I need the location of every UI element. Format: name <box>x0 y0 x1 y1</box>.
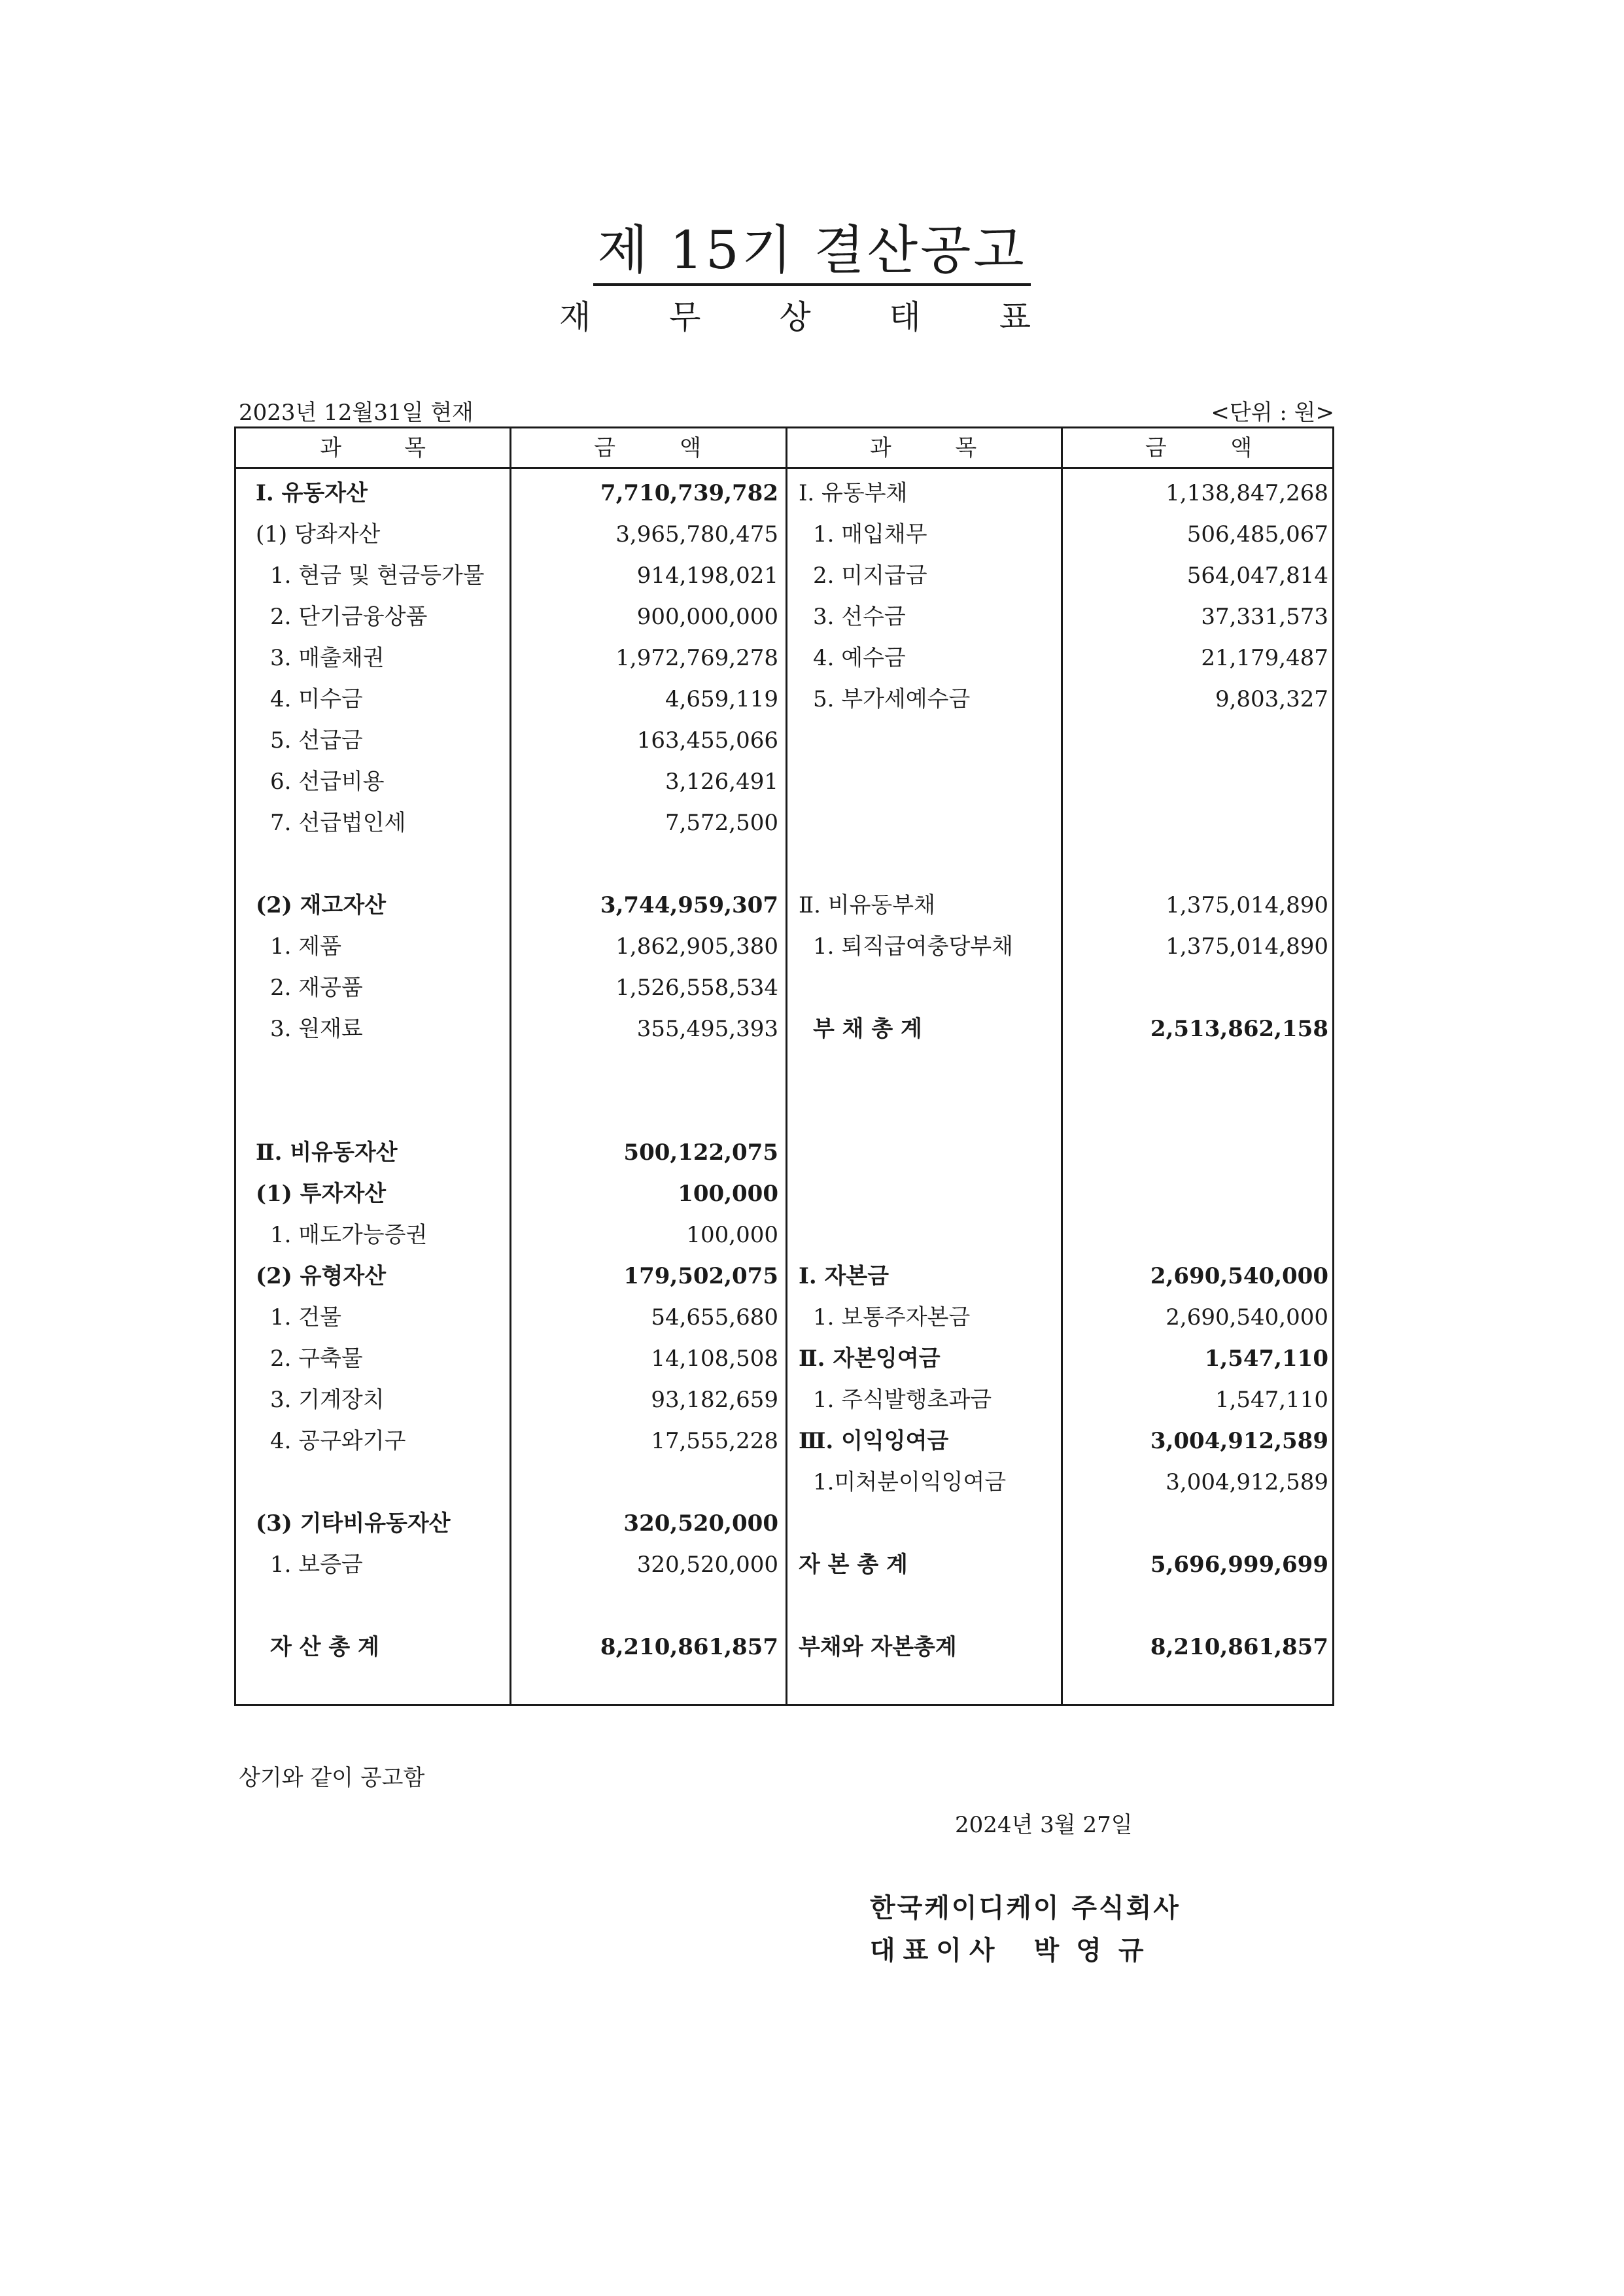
account-label: 4. 미수금 <box>270 686 363 712</box>
account-label: 3. 원재료 <box>270 1016 363 1042</box>
account-label: 7. 선급법인세 <box>270 810 406 836</box>
account-amount: 100,000 <box>678 1181 778 1207</box>
right-table-row <box>236 885 1336 926</box>
account-label: Ⅱ. 자본잉여금 <box>799 1346 941 1372</box>
account-label: 1. 건물 <box>270 1304 341 1331</box>
account-amount: 1,526,558,534 <box>615 975 778 1001</box>
account-label: 5. 부가세예수금 <box>813 686 971 712</box>
left-table-row <box>236 720 1336 761</box>
header-label: 금 <box>594 435 615 461</box>
account-amount: 8,210,861,857 <box>1150 1634 1328 1660</box>
account-amount: 500,122,075 <box>623 1139 778 1166</box>
left-table-row <box>236 1132 1336 1174</box>
account-label: 1. 퇴직급여충당부채 <box>813 933 1013 960</box>
account-amount: 9,803,327 <box>1215 686 1328 712</box>
account-amount: 3,744,959,307 <box>600 892 778 918</box>
document-subtitle: 재 무 상 태 표 <box>559 298 1065 336</box>
account-amount: 37,331,573 <box>1201 604 1328 630</box>
account-amount: 1,547,110 <box>1204 1346 1328 1372</box>
header-amount-left <box>510 431 786 465</box>
account-amount: 1,375,014,890 <box>1166 933 1328 960</box>
header-label: 과 <box>320 435 341 461</box>
account-label: Ⅰ. 유동자산 <box>256 480 368 506</box>
account-label: 1. 매도가능증권 <box>270 1222 428 1248</box>
account-amount: 8,210,861,857 <box>600 1634 778 1660</box>
account-amount: 1,375,014,890 <box>1166 892 1328 918</box>
header-label: 목 <box>404 435 426 461</box>
right-table-row <box>236 1627 1336 1668</box>
left-table-row <box>236 761 1336 803</box>
account-label: 1. 보통주자본금 <box>813 1304 971 1331</box>
representative-title: 대표이사 <box>870 1935 1003 1966</box>
account-label: Ⅲ. 이익잉여금 <box>799 1428 949 1454</box>
right-table-row <box>236 638 1336 679</box>
account-label: 4. 공구와기구 <box>270 1428 406 1454</box>
right-table-row <box>236 1462 1336 1503</box>
account-label: Ⅱ. 비유동부채 <box>799 892 935 918</box>
account-label: (2) 재고자산 <box>256 892 387 918</box>
account-label: Ⅱ. 비유동자산 <box>256 1139 398 1166</box>
account-label: 2. 단기금융상품 <box>270 604 428 630</box>
account-label: Ⅰ. 자본금 <box>799 1263 890 1289</box>
account-amount: 2,690,540,000 <box>1166 1304 1328 1331</box>
left-table-row <box>236 1174 1336 1215</box>
account-label: (3) 기타비유동자산 <box>256 1510 451 1537</box>
account-amount: 900,000,000 <box>636 604 778 630</box>
account-label: 3. 선수금 <box>813 604 906 630</box>
representative <box>870 1930 1160 1967</box>
account-label: 5. 선급금 <box>270 727 363 754</box>
account-label: (1) 투자자산 <box>256 1181 387 1207</box>
account-amount: 3,126,491 <box>665 769 778 795</box>
account-amount: 914,198,021 <box>636 563 778 589</box>
account-label: 6. 선급비용 <box>270 769 385 795</box>
account-amount: 1,138,847,268 <box>1166 480 1328 506</box>
account-label: 2. 미지급금 <box>813 563 927 589</box>
right-table-row <box>236 1009 1336 1050</box>
account-label: 1. 보증금 <box>270 1552 363 1578</box>
right-table-row <box>236 597 1336 638</box>
account-amount: 54,655,680 <box>651 1304 778 1331</box>
announcement-note: 상기와 같이 공고함 <box>239 1765 425 1791</box>
account-amount: 4,659,119 <box>665 686 778 712</box>
right-table-row <box>236 555 1336 597</box>
header-label: 목 <box>955 435 977 461</box>
account-amount: 5,696,999,699 <box>1150 1552 1328 1578</box>
account-amount: 506,485,067 <box>1186 521 1328 548</box>
account-label: 부 채 총 계 <box>813 1016 922 1042</box>
account-label: 부채와 자본총계 <box>799 1634 957 1660</box>
right-table-row <box>236 1421 1336 1462</box>
account-amount: 93,182,659 <box>651 1387 778 1413</box>
account-amount: 3,004,912,589 <box>1166 1469 1328 1495</box>
header-item-right <box>786 431 1061 465</box>
left-table-row <box>236 1215 1336 1256</box>
account-amount: 17,555,228 <box>651 1428 778 1454</box>
left-table-row <box>236 803 1336 844</box>
account-label: 3. 기계장치 <box>270 1387 385 1413</box>
account-amount: 320,520,000 <box>636 1552 778 1578</box>
account-amount: 3,965,780,475 <box>615 521 778 548</box>
right-table-row <box>236 1380 1336 1421</box>
company-name: 한국케이디케이 주식회사 <box>870 1892 1181 1923</box>
right-table-row <box>236 1544 1336 1586</box>
account-label: 1. 현금 및 현금등가물 <box>270 563 485 589</box>
account-amount: 1,547,110 <box>1215 1387 1328 1413</box>
account-label: 2. 구축물 <box>270 1346 363 1372</box>
account-amount: 163,455,066 <box>636 727 778 754</box>
account-label: 1. 매입채무 <box>813 521 927 548</box>
account-amount: 564,047,814 <box>1186 563 1328 589</box>
account-label: 4. 예수금 <box>813 645 906 671</box>
account-label: 자 산 총 계 <box>270 1634 379 1660</box>
right-table-row <box>236 1256 1336 1297</box>
account-label: 1. 제품 <box>270 933 341 960</box>
account-amount: 7,710,739,782 <box>600 480 778 506</box>
account-amount: 14,108,508 <box>651 1346 778 1372</box>
header-label: 과 <box>869 435 891 461</box>
header-label: 액 <box>680 435 701 461</box>
right-table-row <box>236 1297 1336 1338</box>
account-amount: 179,502,075 <box>623 1263 778 1289</box>
header-label: 금 <box>1145 435 1167 461</box>
account-label: Ⅰ. 유동부채 <box>799 480 908 506</box>
right-table-row <box>236 679 1336 720</box>
account-amount: 3,004,912,589 <box>1150 1428 1328 1454</box>
account-label: 1. 주식발행초과금 <box>813 1387 992 1413</box>
left-table-row <box>236 967 1336 1009</box>
account-amount: 1,862,905,380 <box>615 933 778 960</box>
unit-label: <단위 : 원> <box>1211 400 1334 426</box>
header-amount-right <box>1061 431 1336 465</box>
account-amount: 7,572,500 <box>665 810 778 836</box>
right-table-row <box>236 1338 1336 1380</box>
announcement-date: 2024년 3월 27일 <box>955 1812 1133 1838</box>
as-of-date: 2023년 12월31일 현재 <box>239 400 474 426</box>
account-amount: 1,972,769,278 <box>615 645 778 671</box>
account-label: 3. 매출채권 <box>270 645 385 671</box>
balance-sheet-table <box>234 426 1334 1706</box>
header-item-left <box>236 431 510 465</box>
account-amount: 355,495,393 <box>636 1016 778 1042</box>
account-label: 자 본 총 계 <box>799 1552 908 1578</box>
document-title: 제 15기 결산공고 <box>0 208 1624 283</box>
right-table-row <box>236 926 1336 967</box>
account-amount: 100,000 <box>686 1222 778 1248</box>
right-table-row <box>236 473 1336 514</box>
account-label: (1) 당좌자산 <box>256 521 381 548</box>
account-amount: 2,690,540,000 <box>1150 1263 1328 1289</box>
account-amount: 320,520,000 <box>623 1510 778 1537</box>
account-label: 1.미처분이익잉여금 <box>813 1469 1007 1495</box>
header-label: 액 <box>1230 435 1253 461</box>
account-label: 2. 재공품 <box>270 975 363 1001</box>
representative-name: 박영규 <box>1033 1935 1161 1966</box>
account-amount: 2,513,862,158 <box>1150 1016 1328 1042</box>
right-table-row <box>236 514 1336 555</box>
account-amount: 21,179,487 <box>1201 645 1328 671</box>
account-label: (2) 유형자산 <box>256 1263 387 1289</box>
left-table-row <box>236 1503 1336 1544</box>
header-divider <box>236 467 1332 469</box>
